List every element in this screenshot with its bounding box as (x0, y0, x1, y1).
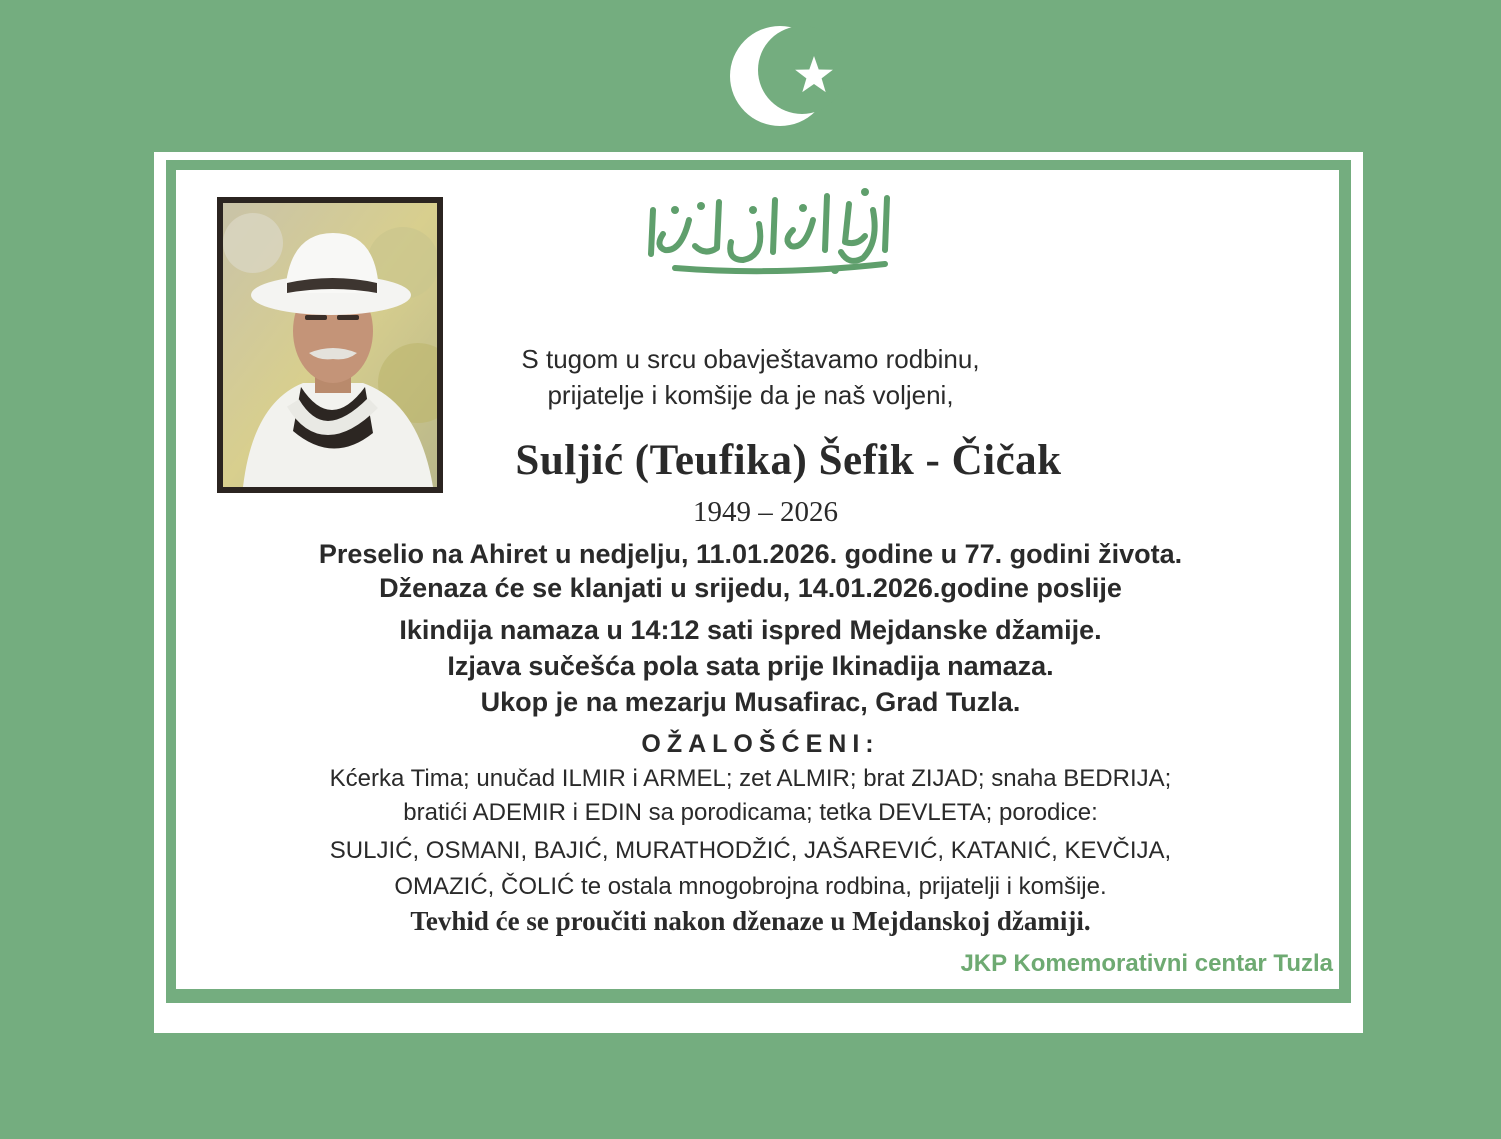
tevhid-notice: Tevhid će se proučiti nakon dženaze u Mejdanskoj džamiji. (410, 906, 1091, 936)
mourners-line-3: SULJIĆ, OSMANI, BAJIĆ, MURATHODŽIĆ, JAŠAREVIĆ, KATANIĆ, KEVČIJA, (329, 837, 1172, 864)
mourners-line-4: OMAZIĆ, ČOLIĆ te ostala mnogobrojna rodbina, prijatelji i komšije. (394, 873, 1107, 900)
crescent-star-icon (722, 18, 842, 133)
intro-line-2: prijatelje i komšije da je naš voljeni, (547, 380, 954, 410)
intro-line-1: S tugom u srcu obavještavamo rodbinu, (521, 344, 980, 374)
deceased-name: Suljić (Teufika) Šefik - Čičak (515, 437, 1062, 484)
mourners-line-2: bratići ADEMIR i EDIN sa porodicama; tetka DEVLETA; porodice: (403, 799, 1098, 826)
mourners-title: OŽALOŠĆENI: (641, 730, 880, 758)
arabic-calligraphy (635, 180, 905, 280)
info-line-5: Ukop je na mezarju Musafirac, Grad Tuzla. (480, 687, 1021, 717)
organization-name: JKP Komemorativni centar Tuzla (960, 950, 1333, 977)
info-line-3: Ikindija namaza u 14:12 sati ispred Mejdanske džamije. (399, 615, 1102, 645)
info-line-2: Dženaza će se klanjati u srijedu, 14.01.2026.godine poslije (379, 573, 1122, 603)
mourners-line-1: Kćerka Tima; unučad ILMIR i ARMEL; zet ALMIR; brat ZIJAD; snaha BEDRIJA; (329, 765, 1172, 792)
deceased-years: 1949 – 2026 (693, 496, 838, 528)
info-line-1: Preselio na Ahiret u nedjelju, 11.01.2026. godine u 77. godini života. (318, 539, 1183, 569)
info-line-4: Izjava sučešća pola sata prije Ikinadija namaza. (447, 651, 1054, 681)
